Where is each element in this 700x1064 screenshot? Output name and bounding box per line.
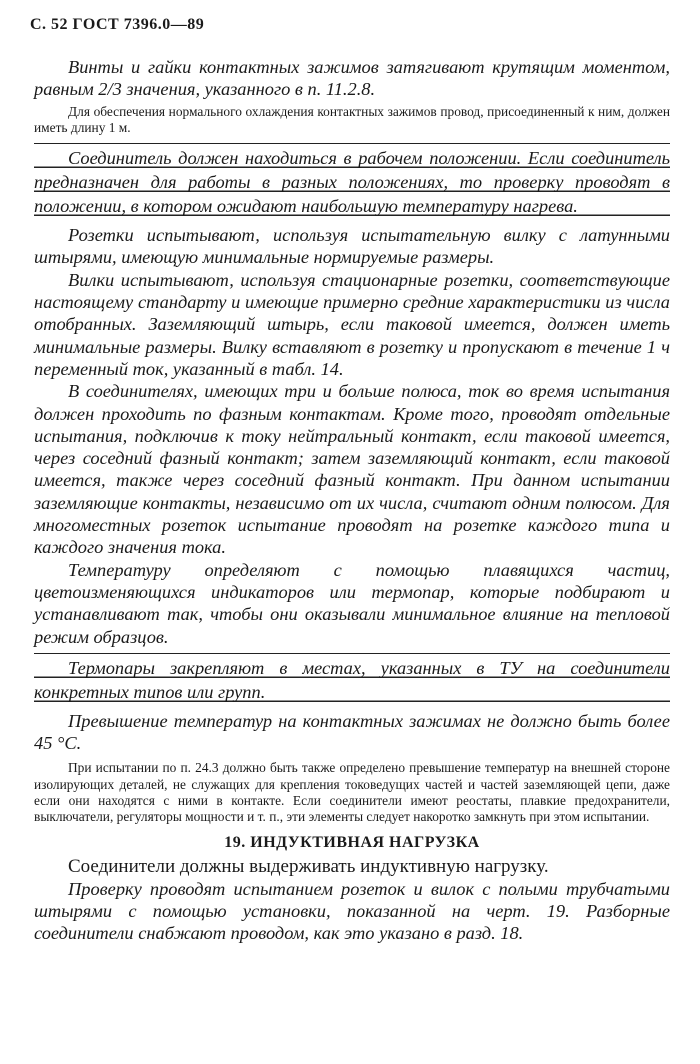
paragraph-working-position: Соединитель должен находиться в рабочем положении. Если соединитель предназначен для работы в разных положениях, то проверку проводят в положении, в котором ожидают наибольшую температуру нагрева. [34, 144, 670, 218]
paragraph-wire-length: Для обеспечения нормального охлаждения контактных зажимов провод, присоединенный к ним, должен иметь длину 1 м. [34, 103, 670, 135]
paragraph-temperature-method: Температуру определяют с помощью плавящихся частиц, цветоизменяющихся индикаторов или термопар, которые подбирают и устанавливают так, чтобы они оказывали минимальное влияние на тепловой режим образцов. [34, 559, 670, 647]
paragraph-screws: Винты и гайки контактных зажимов затягивают крутящим моментом, равным 2/3 значения, указанного в п. 11.2.8. [34, 57, 670, 100]
section-title: 19. ИНДУКТИВНАЯ НАГРУЗКА [224, 833, 480, 851]
paragraph-thermocouples: Термопары закрепляют в местах, указанных в ТУ на соединители конкретных типов или групп. [34, 654, 670, 704]
paragraph-test-method: Проверку проводят испытанием розеток и вилок с полыми трубчатыми штырями с помощью установки, показанной на черт. 19. Разборные соединители снабжают проводом, как это указано в разд. 18. [34, 878, 670, 944]
paragraph-phase-contacts: В соединителях, имеющих три и больше полюса, ток во время испытания должен проходить по фазным контактам. Кроме того, проводят отдельные испытания, подключив к току нейтральный контакт, если таковой имеется, через соседний фазный контакт; затем заземляющий контакт, если таковой имеется, также через соседний фазный контакт. При данном испытании заземляющие контакты, независимо от их числа, считают одним полюсом. Для многоместных розеток испытание проводят на розетке каждого типа и каждого значения тока. [34, 381, 670, 558]
paragraph-temperature-limit: Превышение температур на контактных зажимах не должно быть более 45 °С. [34, 710, 670, 754]
paragraph-sockets: Розетки испытывают, используя испытательную вилку с латунными штырями, имеющую минимальные нормируемые размеры. [34, 225, 670, 268]
paragraph-inductive-load: Соединители должны выдерживать индуктивную нагрузку. [68, 855, 549, 877]
paragraph-plugs: Вилки испытывают, используя стационарные розетки, соответствующие настоящему стандарту и имеющие примерно средние характеристики из числа отобранных. Заземляющий штырь, если таковой имеется, должен иметь минимальные размеры. Вилку вставляют в розетку и пропускают в течение 1 ч переменный ток, указанный в табл. 14. [34, 269, 670, 379]
page-header: С. 52 ГОСТ 7396.0—89 [30, 16, 205, 33]
paragraph-insulating-parts: При испытании по п. 24.3 должно быть также определено превышение температур на внешней стороне изолирующих деталей, не служащих для крепления токоведущих частей и частей заземляющей цепи, даже если они находятся с ними в контакте. Если соединители имеют реостаты, плавкие предохранители, выключатели, регуляторы мощности и т. п., эти элементы следует накоротко замкнуть при этом испытании. [34, 760, 670, 825]
